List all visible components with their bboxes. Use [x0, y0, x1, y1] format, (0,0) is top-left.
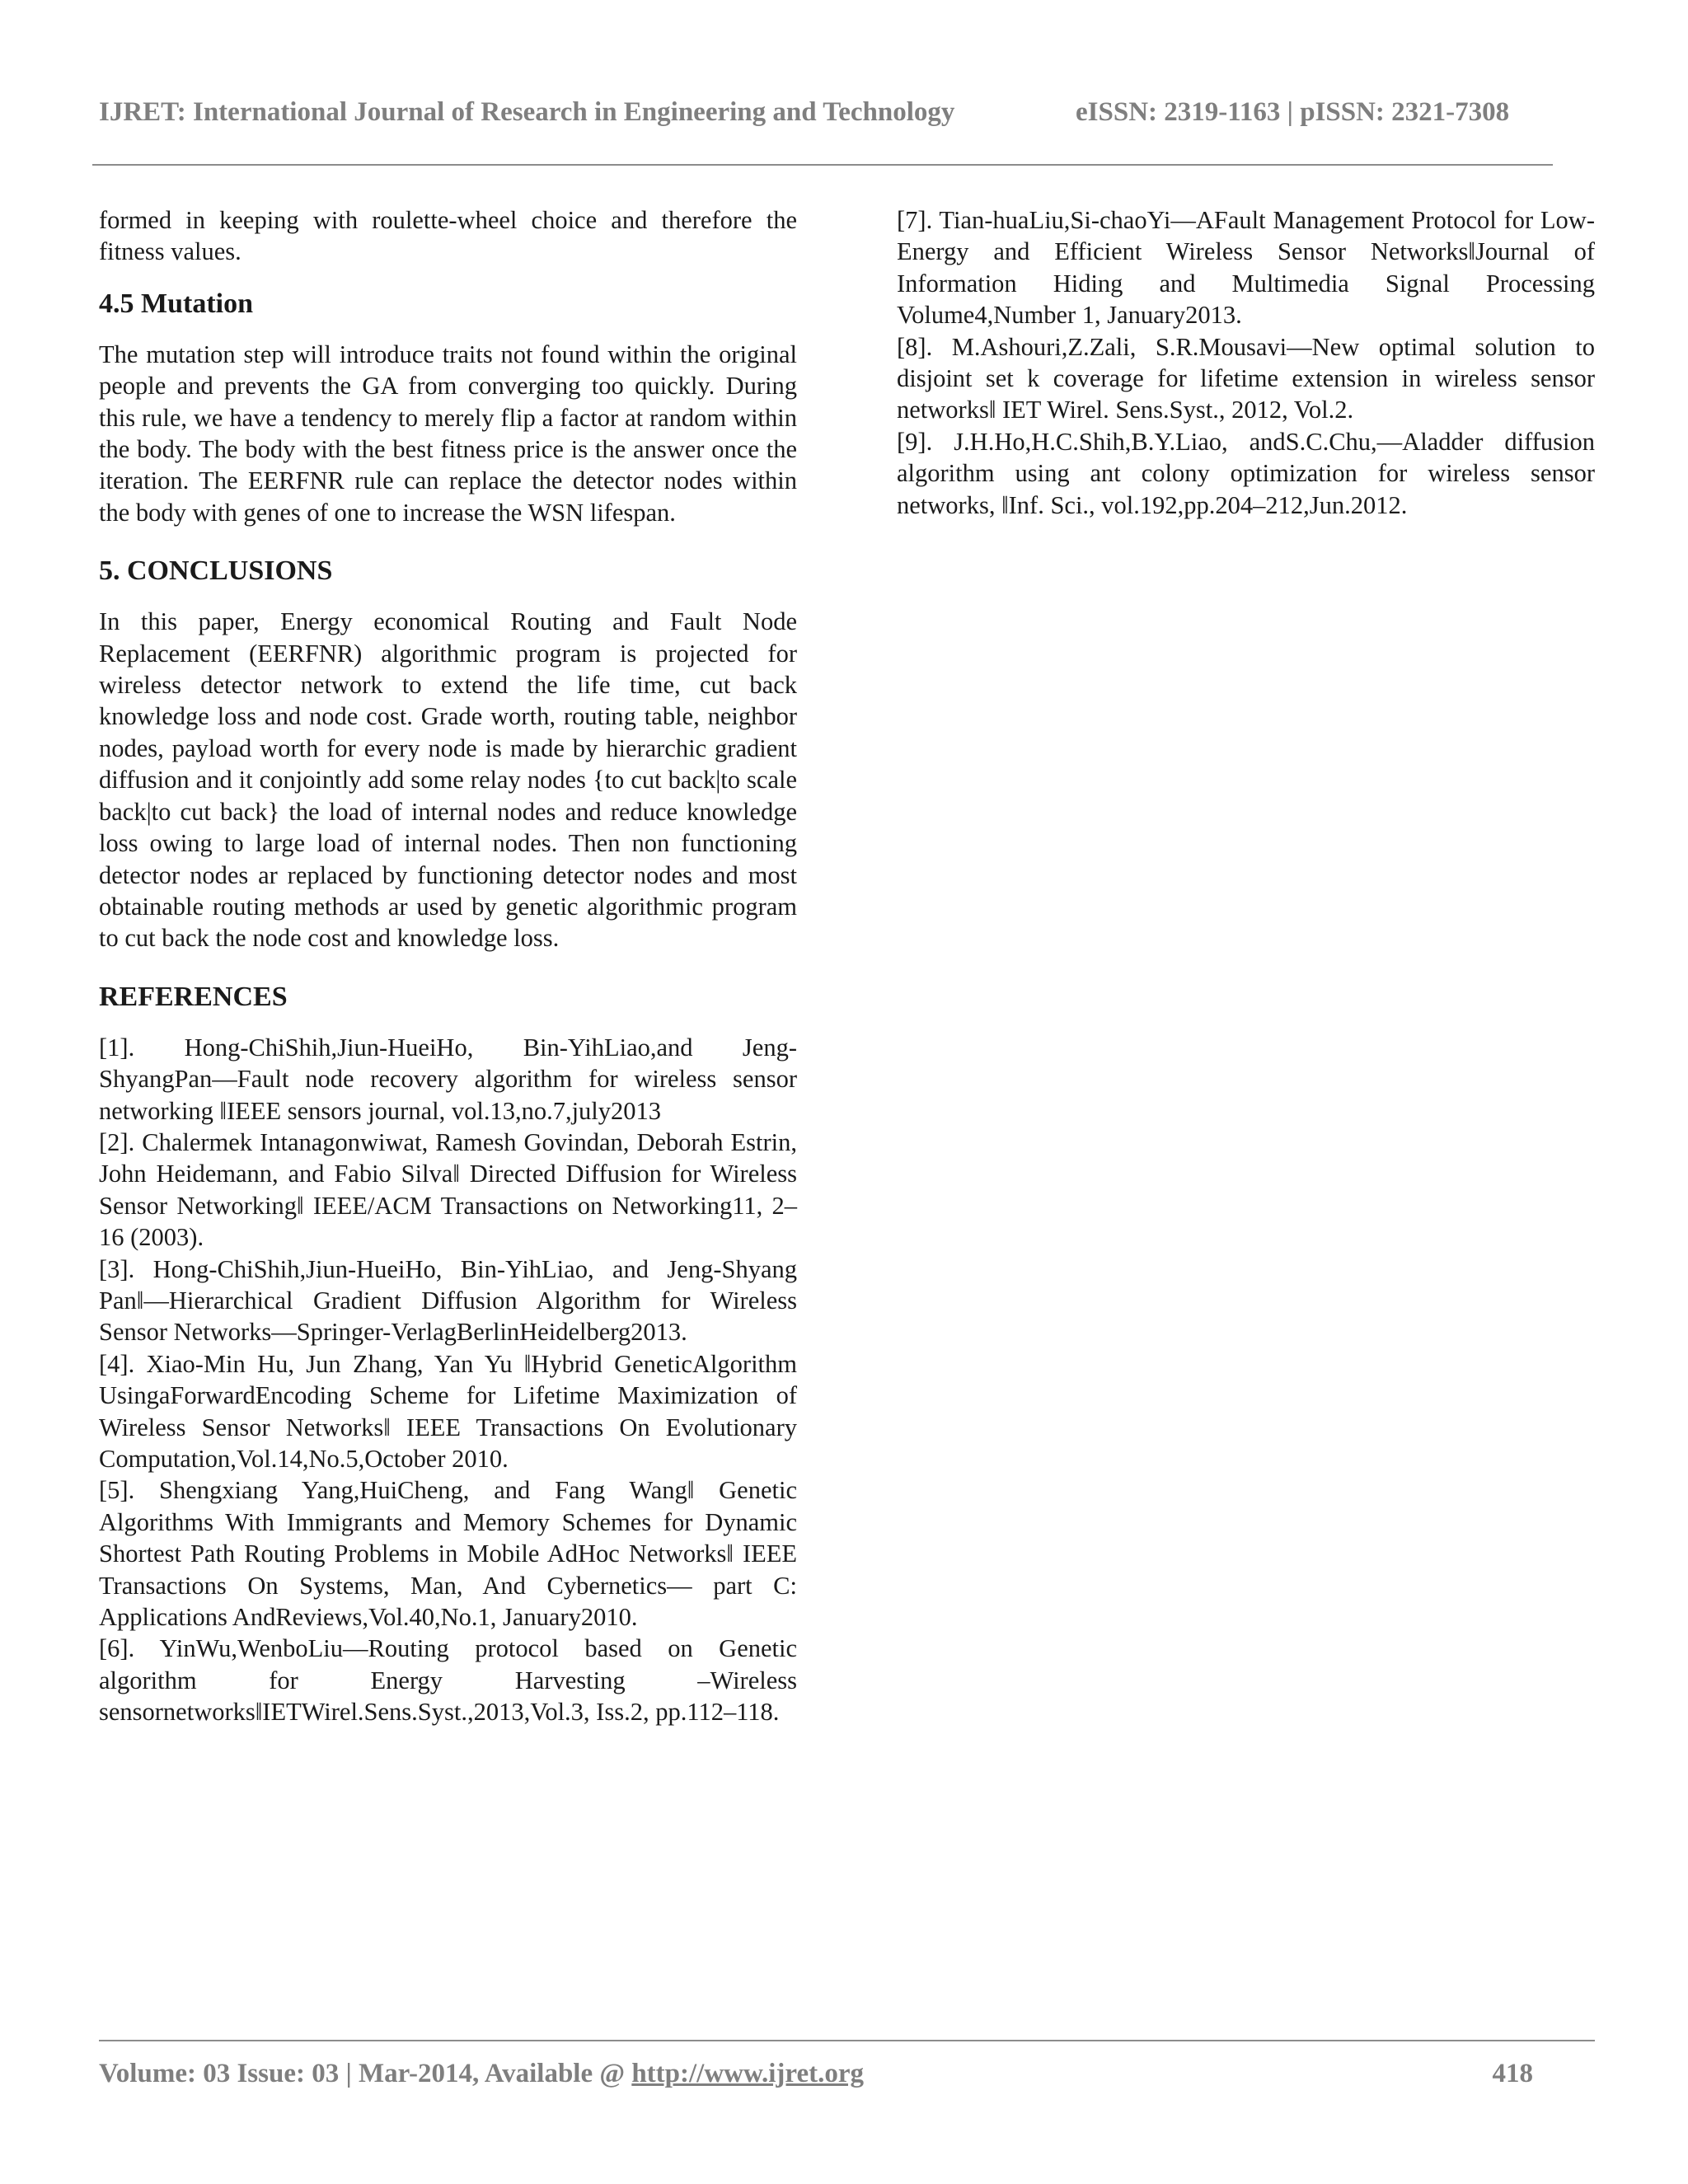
page-footer: [99, 2059, 1533, 2089]
reference-item: [3]. Hong-ChiShih,Jiun-HueiHo, Bin-YihLiao, and Jeng-Shyang Pan‖―Hierarchical Gradient Diffusion Algorithm for Wireless Sensor Networks―Springer-VerlagBerlinHeidelberg2013.: [99, 1254, 797, 1347]
header-rule: [92, 164, 1553, 166]
reference-item: [9]. J.H.Ho,H.C.Shih,B.Y.Liao, andS.C.Chu,―Aladder diffusion algorithm using ant colony optimization for wireless sensor networks, ‖Inf. Sci., vol.192,pp.204–212,Jun.2012.: [897, 427, 1595, 519]
reference-item: [7]. Tian-huaLiu,Si-chaoYi―AFault Management Protocol for Low-Energy and Efficient Wireless Sensor Networks‖Journal of Information Hiding and Multimedia Signal Processing Volume4,Number 1, January2013.: [897, 206, 1595, 330]
footer-volume: Volume: 03 Issue: 03 | Mar-2014, Available @: [99, 2059, 632, 2088]
section-title-mutation: 4.5 Mutation: [99, 288, 253, 319]
intro-paragraph: formed in keeping with roulette-wheel choice and therefore the fitness values.: [99, 206, 797, 266]
right-column: [897, 204, 1595, 521]
reference-item: [5]. Shengxiang Yang,HuiCheng, and Fang Wang‖ Genetic Algorithms With Immigrants and Memory Schemes for Dynamic Shortest Path Routing Problems in Mobile AdHoc Networks‖ IEEE Transactions On Systems, Man, And Cybernetics— part C: Applications AndReviews,Vol.40,No.1, January2010.: [99, 1476, 797, 1632]
issn-text: eISSN: 2319-1163 | pISSN: 2321-7308: [1076, 97, 1510, 127]
reference-item: [4]. Xiao-Min Hu, Jun Zhang, Yan Yu ‖Hybrid GeneticAlgorithm UsingaForwardEncoding Scheme for Lifetime Maximization of Wireless Sensor Networks‖ IEEE Transactions On Evolutionary Computation,Vol.14,No.5,October 2010.: [99, 1349, 797, 1473]
conclusions-paragraph: In this paper, Energy economical Routing and Fault Node Replacement (EERFNR) algorithmic program is projected for wireless detector network to extend the life time, cut back knowledge loss and node cost. Grade worth, routing table, neighbor nodes, payload worth for every node is made by hierarchic gradient diffusion and it conjointly add some relay nodes {to cut back|to scale back|to cut back} the load of internal nodes and reduce knowledge loss owing to large load of internal nodes. Then non functioning detector nodes ar replaced by functioning detector nodes and most obtainable routing methods ar used by genetic algorithmic program to cut back the node cost and knowledge loss.: [99, 607, 797, 953]
reference-item: [1]. Hong-ChiShih,Jiun-HueiHo, Bin-YihLiao,and Jeng-ShyangPan―Fault node recovery algorithm for wireless sensor networking ‖IEEE sensors journal, vol.13,no.7,july2013: [99, 1033, 797, 1125]
section-title-references: REFERENCES: [99, 981, 288, 1012]
footer-rule: [99, 2040, 1595, 2041]
reference-item: [2]. Chalermek Intanagonwiwat, Ramesh Govindan, Deborah Estrin, John Heidemann, and Fabio Silva‖ Directed Diffusion for Wireless Sensor Networking‖ IEEE/ACM Transactions on Networking11, 2–16 (2003).: [99, 1127, 797, 1252]
reference-item: [8]. M.Ashouri,Z.Zali, S.R.Mousavi―New optimal solution to disjoint set k coverage for lifetime extension in wireless sensor networks‖ IET Wirel. Sens.Syst., 2012, Vol.2.: [897, 332, 1595, 424]
section-title-conclusions: 5. CONCLUSIONS: [99, 555, 333, 587]
page-number: 418: [1492, 2059, 1533, 2088]
journal-link[interactable]: http://www.ijret.org: [631, 2059, 864, 2088]
journal-title: IJRET: International Journal of Research in Engineering and Technology: [99, 97, 955, 127]
mutation-paragraph: The mutation step will introduce traits not found within the original people and prevents the GA from converging too quickly. During this rule, we have a tendency to merely flip a factor at random within the body. The body with the best fitness price is the answer once the iteration. The EERFNR rule can replace the detector nodes within the body with genes of one to increase the WSN lifespan.: [99, 340, 797, 527]
left-column: [99, 204, 797, 1728]
reference-item: [6]. YinWu,WenboLiu―Routing protocol based on Genetic algorithm for Energy Harvesting –Wireless sensornetworks‖IETWirel.Sens.Syst.,2013,Vol.3, Iss.2, pp.112–118.: [99, 1634, 797, 1727]
